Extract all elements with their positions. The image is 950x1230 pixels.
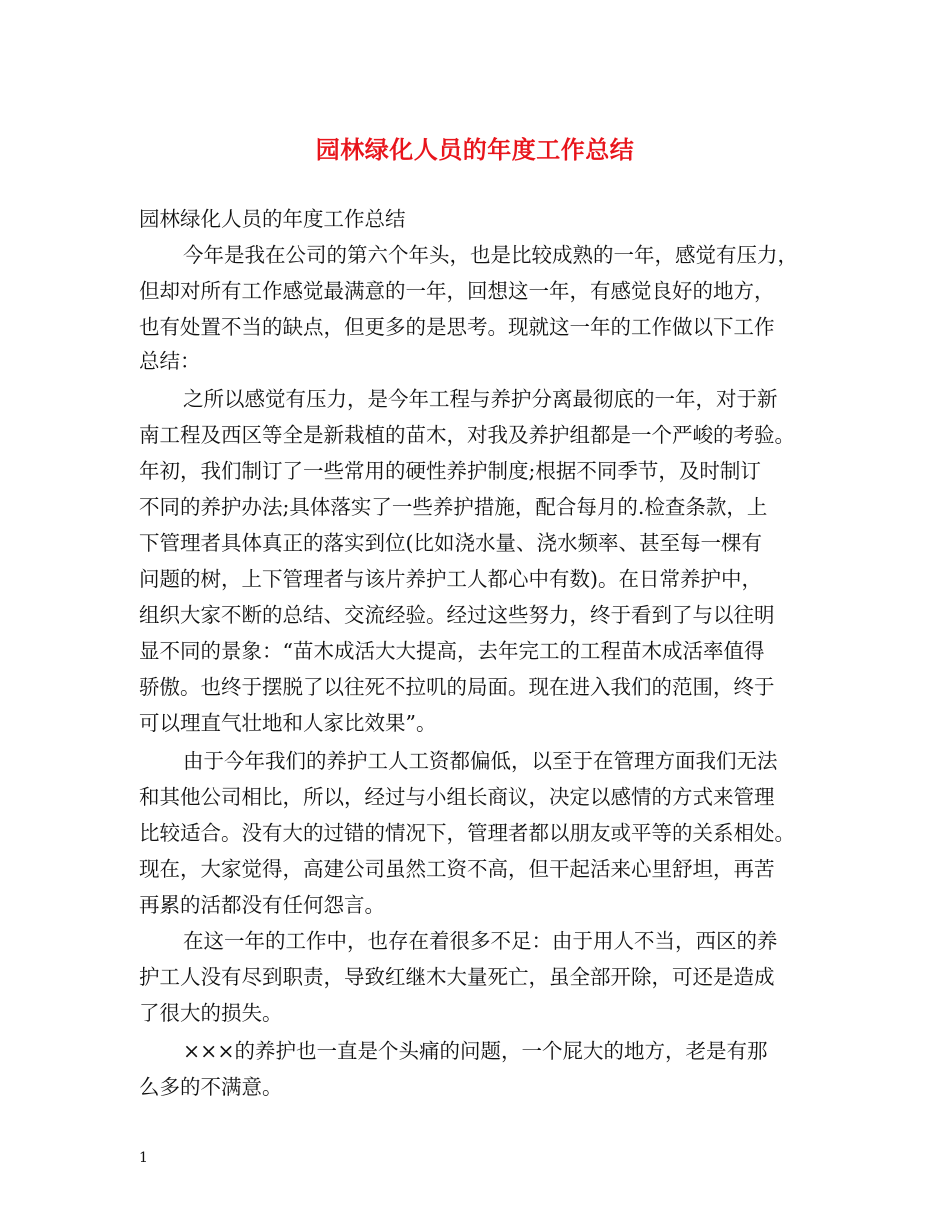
body-line-5: 总结： bbox=[139, 349, 201, 373]
body-line-17: 和其他公司相比，所以，经过与小组长商议，决定以感情的方式来管理 bbox=[139, 785, 775, 809]
body-line-15: 可以理直气壮地和人家比效果”。 bbox=[139, 711, 437, 735]
body-line-9: 不同的养护办法;具体落实了一些养护措施，配合每月的.检查条款，上 bbox=[139, 495, 768, 519]
body-line-19: 现在，大家觉得，高建公司虽然工资不高，但干起活来心里舒坦，再苦 bbox=[139, 857, 775, 881]
page-number: 1 bbox=[139, 1150, 148, 1166]
body-line-7: 南工程及西区等全是新栽植的苗木，对我及养护组都是一个严峻的考验。 bbox=[139, 423, 795, 447]
body-line-10: 下管理者具体真正的落实到位(比如浇水量、浇水频率、甚至每一棵有 bbox=[139, 531, 762, 555]
body-line-11: 问题的树，上下管理者与该片养护工人都心中有数)。在日常养护中， bbox=[139, 567, 762, 591]
body-line-22: 护工人没有尽到职责，导致红继木大量死亡，虽全部开除，可还是造成 bbox=[139, 965, 775, 989]
body-line-24: ×××的养护也一直是个头痛的问题，一个屁大的地方，老是有那 bbox=[183, 1039, 768, 1063]
body-line-16: 由于今年我们的养护工人工资都偏低，以至于在管理方面我们无法 bbox=[183, 749, 778, 773]
body-line-2: 今年是我在公司的第六个年头，也是比较成熟的一年，感觉有压力， bbox=[183, 243, 798, 267]
body-line-20: 再累的活都没有任何怨言。 bbox=[139, 893, 385, 917]
body-line-21: 在这一年的工作中，也存在着很多不足：由于用人不当，西区的养 bbox=[183, 929, 778, 953]
body-line-23: 了很大的损失。 bbox=[139, 1001, 283, 1025]
body-line-12: 组织大家不断的总结、交流经验。经过这些努力，终于看到了与以往明 bbox=[139, 603, 775, 627]
body-line-18: 比较适合。没有大的过错的情况下，管理者都以朋友或平等的关系相处。 bbox=[139, 821, 795, 845]
body-line-3: 但却对所有工作感觉最满意的一年，回想这一年，有感觉良好的地方， bbox=[139, 279, 775, 303]
body-line-4: 也有处置不当的缺点，但更多的是思考。现就这一年的工作做以下工作 bbox=[139, 315, 775, 339]
body-line-8: 年初，我们制订了一些常用的硬性养护制度;根据不同季节，及时制订 bbox=[139, 459, 761, 483]
body-line-25: 么多的不满意。 bbox=[139, 1075, 283, 1099]
page-title: 园林绿化人员的年度工作总结 bbox=[315, 135, 635, 164]
body-line-6: 之所以感觉有压力，是今年工程与养护分离最彻底的一年，对于新 bbox=[183, 387, 778, 411]
body-line-13: 显不同的景象：“苗木成活大大提高，去年完工的工程苗木成活率值得 bbox=[139, 639, 765, 663]
body-line-1: 园林绿化人员的年度工作总结 bbox=[139, 207, 406, 231]
body-line-14: 骄傲。也终于摆脱了以往死不拉叽的局面。现在进入我们的范围，终于 bbox=[139, 675, 775, 699]
